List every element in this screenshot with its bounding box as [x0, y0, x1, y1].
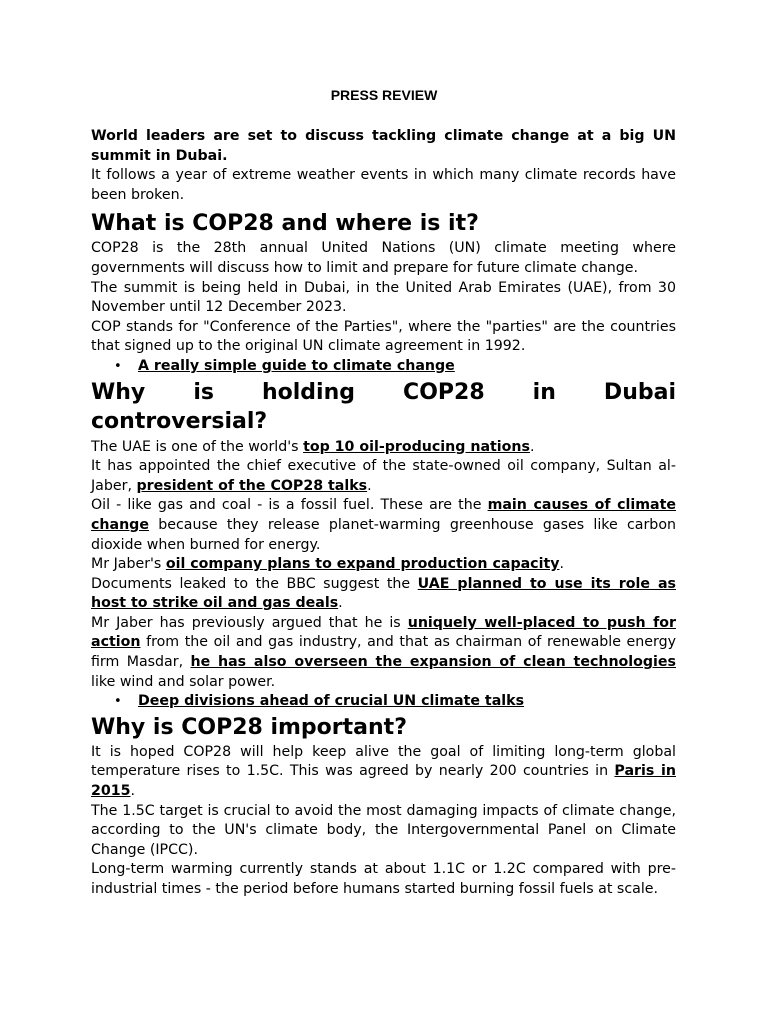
paragraph: COP stands for "Conference of the Parties", where the "parties" are the countries that signed up to the original UN climate agreement in 1992. [91, 318, 676, 355]
text-run: because they release planet-warming greenhouse gases like carbon dioxide when burned for energy. [91, 516, 676, 553]
paragraph [91, 614, 676, 692]
link-president-cop28[interactable]: president of the COP28 talks [136, 477, 368, 494]
section-heading-dubai [91, 378, 676, 436]
heading-line: Why is holding COP28 in Dubai [91, 379, 676, 405]
text-run: like wind and solar power. [91, 673, 276, 690]
paragraph: The summit is being held in Dubai, in the United Arab Emirates (UAE), from 30 November until 12 December 2023. [91, 279, 676, 316]
paragraph [91, 555, 676, 575]
intro-lead: World leaders are set to discuss tackling climate change at a big UN summit in Dubai. [91, 128, 676, 164]
bullet-item [138, 357, 676, 377]
text-run: . [338, 595, 343, 612]
link-expand-production[interactable]: oil company plans to expand production capacity [165, 556, 560, 573]
article-body [91, 127, 676, 900]
paragraph [91, 496, 676, 555]
paragraph [91, 575, 676, 614]
paragraph [91, 743, 676, 802]
text-run: It has appointed the chief executive of the state-owned oil company, Sultan al-Jaber, [91, 458, 676, 494]
text-run: It is hoped COP28 will help keep alive the goal of limiting long-term global temperature rises to 1.5C. This was agreed by nearly 200 countries in [91, 743, 676, 780]
page-title: PRESS REVIEW [330, 87, 438, 103]
text-run: Mr Jaber's [91, 556, 166, 573]
paragraph [91, 438, 676, 458]
link-simple-guide[interactable]: A really simple guide to climate change [138, 357, 455, 374]
text-run: . [529, 438, 535, 455]
text-run: Oil - like gas and coal - is a fossil fuel. These are the [91, 497, 488, 514]
heading-line: controversial? [91, 408, 268, 434]
section-heading-important: Why is COP28 important? [91, 714, 407, 740]
text-run: . [367, 477, 372, 494]
paragraph: Long-term warming currently stands at about 1.1C or 1.2C compared with pre-industrial times - the period before humans started burning fossil fuels at scale. [91, 861, 676, 897]
bullet-item [138, 692, 676, 712]
text-run: from the oil and gas industry, and that as chairman of renewable energy firm Masdar, [91, 634, 676, 671]
section-heading-cop28: What is COP28 and where is it? [91, 211, 479, 237]
paragraph: The 1.5C target is crucial to avoid the most damaging impacts of climate change, according to the UN's climate body, the Intergovernmental Panel on Climate Change (IPCC). [91, 802, 676, 858]
link-top-10-oil[interactable]: top 10 oil-producing nations [303, 438, 530, 455]
text-run: . [130, 783, 136, 800]
paragraph [91, 457, 676, 496]
link-uae-planned[interactable]: UAE planned to use its role as host to strike oil and gas deals [91, 575, 676, 612]
link-deep-divisions[interactable]: Deep divisions ahead of crucial UN climate talks [138, 693, 525, 710]
intro-text: It follows a year of extreme weather events in which many climate records have been broken. [91, 167, 676, 203]
text-run: Documents leaked to the BBC suggest the [91, 575, 418, 592]
text-run: . [559, 556, 564, 573]
paragraph: COP28 is the 28th annual United Nations (UN) climate meeting where governments will discuss how to limit and prepare for future climate change. [91, 240, 676, 276]
bullet-list [91, 692, 676, 712]
link-uniquely-placed[interactable]: uniquely well-placed to push for action [91, 614, 677, 651]
link-paris-2015[interactable]: Paris in 2015 [91, 763, 676, 800]
text-run: The UAE is one of the world's [91, 438, 304, 455]
text-run: Mr Jaber has previously argued that he is [91, 614, 408, 631]
link-main-causes[interactable]: main causes of climate change [91, 497, 676, 533]
bullet-list [91, 357, 676, 377]
link-clean-technologies[interactable]: he has also overseen the expansion of clean technologies [190, 654, 676, 671]
